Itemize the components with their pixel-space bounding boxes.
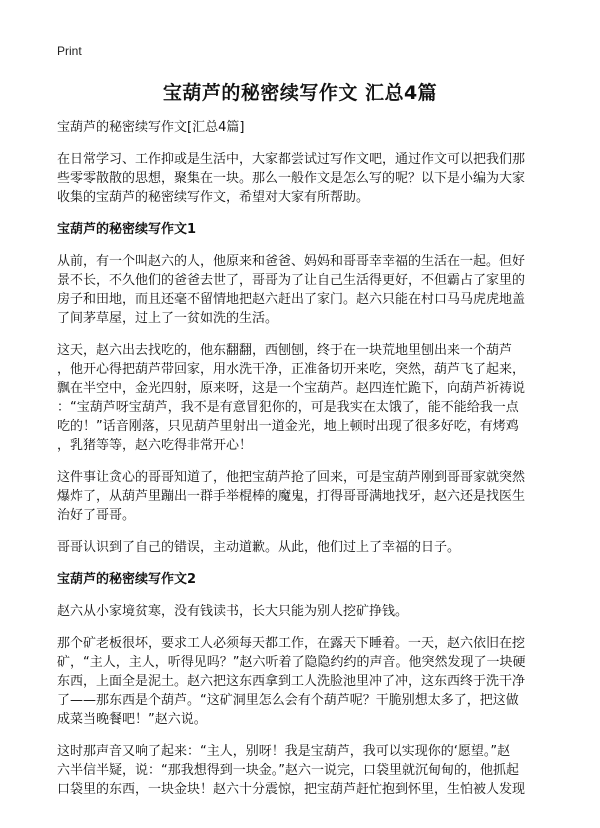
text-line: ，乳猪等等，赵六吃得非常开心！ <box>57 438 253 453</box>
section1-paragraph-2 <box>57 341 545 455</box>
section2-paragraph-1 <box>57 602 545 621</box>
text-line: 了间茅草屋，过上了一贫如洗的生活。 <box>57 311 279 326</box>
text-line: 那个矿老板很坏，要求工人必须每天都工作，在露天下睡着。一天，赵六依旧在挖 <box>57 636 526 651</box>
text-line: 从前，有一个叫赵六的人，他原来和爸爸、妈妈和哥哥幸幸福的生活在一起。但好 <box>57 254 526 269</box>
text-line: 哥哥认识到了自己的错误，主动道歉。从此，他们过上了幸福的日子。 <box>57 540 461 555</box>
text-line: 房子和田地，而且还毫不留情地把赵六赶出了家门。赵六只能在村口马马虎虎地盖 <box>57 292 526 307</box>
text-line: 这件事让贪心的哥哥知道了，他把宝葫芦抢了回来，可是宝葫芦刚到哥哥家就突然 <box>57 470 526 485</box>
text-line: 景不长，不久他们的爸爸去世了，哥哥为了让自己生活得更好，不但霸占了家里的 <box>57 273 526 288</box>
text-line: 这时那声音又响了起来：“主人，别呀！我是宝葫芦，我可以实现你的‘愿望。”赵 <box>57 744 511 759</box>
text-line: ，他开心得把葫芦带回家，用水洗干净，正准备切开来吃，突然，葫芦飞了起来， <box>57 362 526 377</box>
article-body <box>57 118 545 812</box>
section2-paragraph-2 <box>57 634 545 729</box>
text-line: 矿，“主人，主人，听得见吗？”赵六听着了隐隐约约的声音。他突然发现了一块硬 <box>57 655 526 670</box>
text-line: 在日常学习、工作抑或是生活中，大家都尝试过写作文吧，通过作文可以把我们那 <box>57 152 526 167</box>
section1-paragraph-4 <box>57 538 545 557</box>
text-line: 口袋里的东西，一块金块！赵六十分震惊，把宝葫芦赶忙抱到怀里，生怕被人发现 <box>57 782 526 797</box>
article-subtitle: 宝葫芦的秘密续写作文[汇总4篇] <box>57 120 245 135</box>
section-heading-1: 宝葫芦的秘密续写作文1 <box>57 222 197 237</box>
text-line: 爆炸了，从葫芦里蹦出一群手举棍棒的魔鬼，打得哥哥满地找牙，赵六还是找医生 <box>57 489 526 504</box>
text-line: 飘在半空中，金光四射，原来呀，这是一个宝葫芦。赵四连忙跪下，向葫芦祈祷说 <box>57 381 526 396</box>
text-line: 成菜当晚餐吧！”赵六说。 <box>57 712 207 727</box>
text-line: 些零零散散的思想，聚集在一块。那么一般作文是怎么写的呢？以下是小编为大家 <box>57 171 526 186</box>
text-line: 赵六从小家境贫寒，没有钱读书，长大只能为别人挖矿挣钱。 <box>57 604 409 619</box>
text-line: 了——那东西是个葫芦。“这矿洞里怎么会有个葫芦呢？干脆别想太多了，把这做 <box>57 693 519 708</box>
text-line: 吃的！”话音刚落，只见葫芦里射出一道金光，地上顿时出现了很多好吃，有烤鸡 <box>57 419 519 434</box>
text-line: 这天，赵六出去找吃的，他东翻翻，西刨刨，终于在一块荒地里刨出来一个葫芦 <box>57 343 513 358</box>
text-line: 六半信半疑，说：“那我想得到一块金。”赵六一说完，口袋里就沉甸甸的，他抓起 <box>57 763 519 778</box>
intro-paragraph <box>57 150 545 207</box>
text-line: 收集的宝葫芦的秘密续写作文，希望对大家有所帮助。 <box>57 190 370 205</box>
print-link[interactable]: Print <box>57 44 82 58</box>
text-line: 东西，上面全是泥土。赵六把这东西拿到工人洗脸池里冲了冲，这东西终于洗干净 <box>57 674 526 689</box>
text-line: 治好了哥哥。 <box>57 508 136 523</box>
section2-paragraph-3 <box>57 742 545 799</box>
section1-paragraph-1 <box>57 252 545 328</box>
page-title: 宝葫芦的秘密续写作文 汇总4篇 <box>162 82 438 104</box>
section-heading-2: 宝葫芦的秘密续写作文2 <box>57 572 197 587</box>
section1-paragraph-3 <box>57 468 545 525</box>
text-line: ：“宝葫芦呀宝葫芦，我不是有意冒犯你的，可是我实在太饿了，能不能给我一点 <box>57 400 519 415</box>
